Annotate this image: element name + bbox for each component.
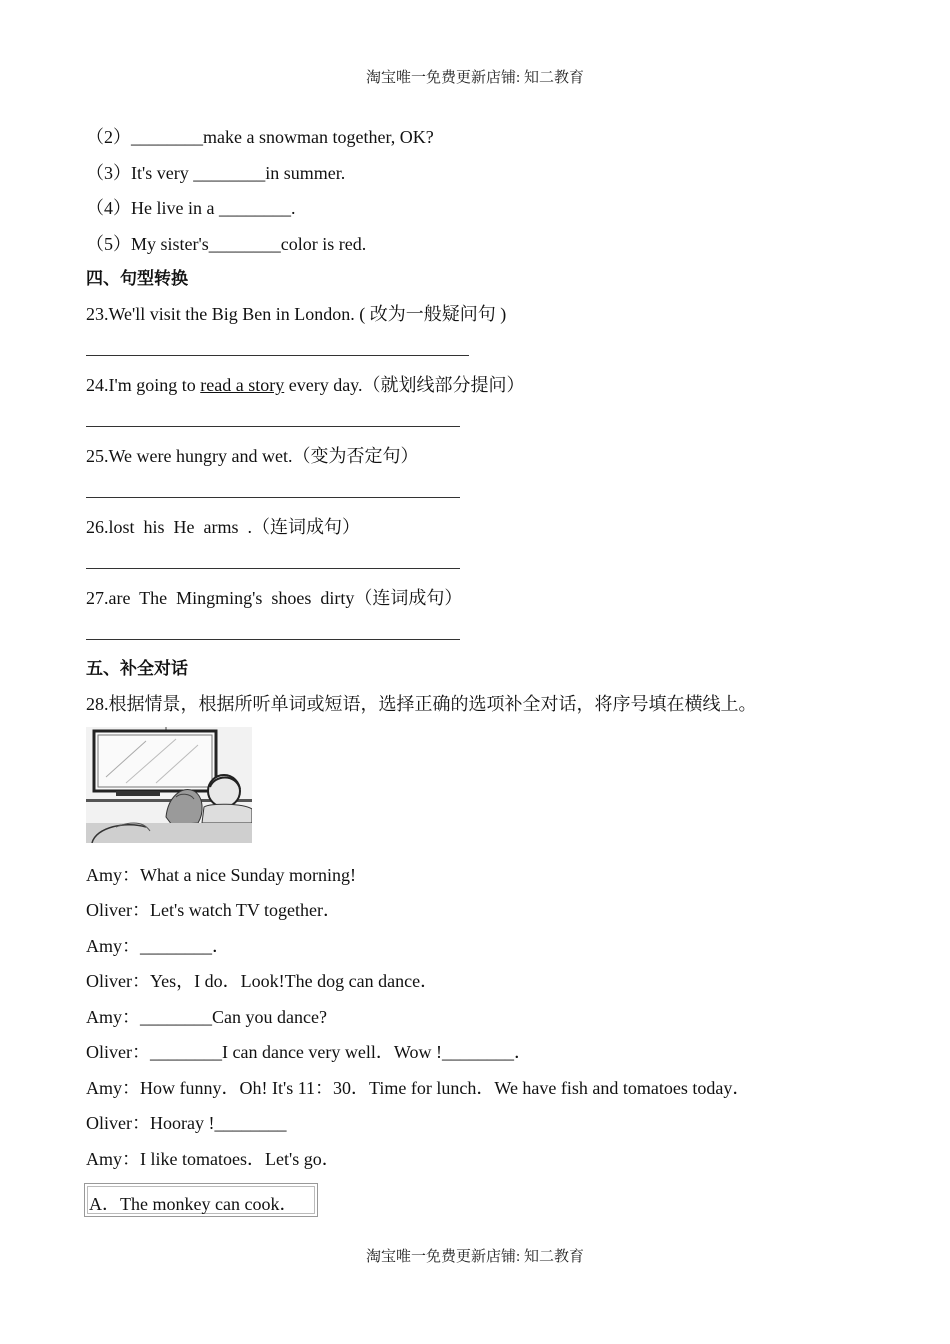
dialogue-line-9: Amy：I like tomatoes．Let's go． [86,1149,340,1169]
question-23: 23.We'll visit the Big Ben in London. ( 改为一般疑问句 ) [86,304,507,324]
fill-item-2: （2）________make a snowman together, OK? [86,127,434,147]
dialogue-line-2: Oliver：Let's watch TV together． [86,900,342,920]
dialogue-line-4: Oliver：Yes，I do．Look!The dog can dance． [86,971,439,991]
question-26: 26.lost his He arms .（连词成句） [86,517,360,537]
answer-line-25 [86,497,460,498]
question-25: 25.We were hungry and wet.（变为否定句） [86,446,419,466]
question-24 [86,374,525,396]
answer-line-27 [86,639,460,640]
fill-item-3: （3）It's very ________in summer. [86,163,346,183]
answer-line-24 [86,426,460,427]
answer-line-23 [86,355,469,356]
dialogue-line-5: Amy：________Can you dance? [86,1007,327,1027]
option-a-box [84,1183,318,1217]
section-4-title: 四、句型转换 [86,269,188,289]
tv-watching-illustration [86,727,252,843]
option-a: A．The monkey can cook． [89,1194,298,1214]
question-24-end: every day.（就划线部分提问） [284,375,525,395]
dialogue-line-3: Amy：________． [86,936,230,956]
section-5-title: 五、补全对话 [86,659,188,679]
question-28: 28.根据情景，根据所听单词或短语，选择正确的选项补全对话，将序号填在横线上。 [86,694,757,714]
question-24-underlined: read a story [200,375,285,395]
page-header: 淘宝唯一免费更新店铺: 知二教育 [366,70,584,86]
dialogue-line-6: Oliver：________I can dance very well．Wow !________． [86,1042,532,1062]
question-27: 27.are The Mingming's shoes dirty（连词成句） [86,588,463,608]
dialogue-line-1: Amy：What a nice Sunday morning! [86,865,356,885]
dialogue-line-8: Oliver：Hooray !________ [86,1113,287,1133]
answer-line-26 [86,568,460,569]
dialogue-line-7: Amy：How funny．Oh! It's 11：30．Time for lunch．We have fish and tomatoes today． [86,1078,751,1098]
page-footer: 淘宝唯一免费更新店铺: 知二教育 [366,1249,584,1265]
question-24-start: 24.I'm going to [86,375,201,395]
fill-item-4: （4）He live in a ________. [86,198,296,218]
fill-item-5: （5）My sister's________color is red. [86,234,367,254]
